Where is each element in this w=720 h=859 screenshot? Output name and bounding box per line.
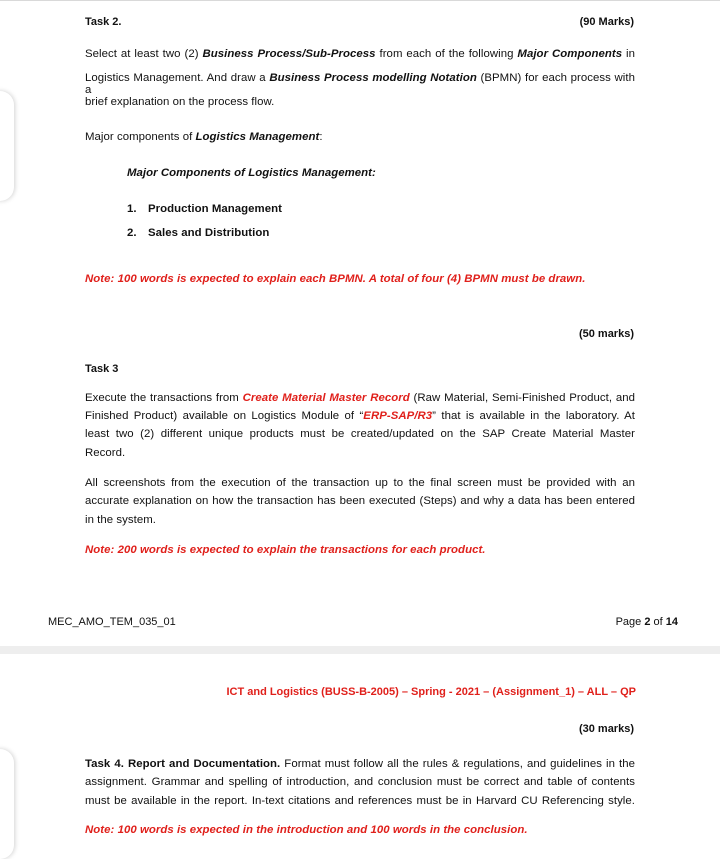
viewer-edge-tab [0, 91, 14, 201]
task2-note: Note: 100 words is expected to explain each BPMN. A total of four (4) BPMN must be drawn. [85, 273, 586, 285]
task4-line-2: assignment. Grammar and spelling of introduction, and conclusion must be correct and table of contents [85, 776, 635, 788]
list-number: 2. [127, 227, 137, 239]
major-components-intro: Major components of Logistics Management: [85, 131, 323, 143]
task2-line-3: brief explanation on the process flow. [85, 96, 275, 108]
task2-marks-50: (50 marks) [578, 328, 634, 340]
task4-line-3: must be available in the report. In-text citations and references must be in Harvard CU Referencing style. [85, 795, 635, 807]
task3-note: Note: 200 words is expected to explain the transactions for each product. [85, 544, 486, 556]
list-text: Production Management [148, 203, 282, 215]
task3-p2-line-3: in the system. [85, 514, 156, 526]
task3-heading: Task 3 [85, 363, 119, 375]
document-page-3 [0, 654, 720, 852]
task3-p1-line-4: Record. [85, 447, 126, 459]
task3-p2-line-1: All screenshots from the execution of the transaction up to the final screen must be provided with an [85, 477, 635, 489]
task2-line-1: Select at least two (2) Business Process/Sub-Process from each of the following Major Components in [85, 48, 635, 60]
page-separator [0, 646, 720, 654]
major-components-heading: Major Components of Logistics Management: [127, 167, 376, 179]
footer-page-number: Page 2 of 14 [615, 616, 678, 628]
task2-heading: Task 2. [85, 16, 122, 28]
task4-marks: (30 marks) [578, 723, 634, 735]
task4-note: Note: 100 words is expected in the introduction and 100 words in the conclusion. [85, 824, 528, 836]
viewer-edge-tab [0, 749, 14, 859]
task4-line-1: Task 4. Report and Documentation. Format must follow all the rules & regulations, and guidelines in the [85, 758, 635, 770]
list-item [127, 203, 282, 215]
task3-p2-line-2: accurate explanation on how the transaction has been executed (Steps) and why a data has been entered [85, 495, 635, 507]
task3-p1-line-2: Finished Product) available on Logistics Module of “ERP-SAP/R3” that is available in the laboratory. At [85, 410, 635, 422]
list-item [127, 227, 270, 239]
task3-p1-line-1: Execute the transactions from Create Material Master Record (Raw Material, Semi-Finished Product, and [85, 392, 635, 404]
task3-p1-line-3: least two (2) different unique products must be created/updated on the SAP Create Material Master [85, 428, 635, 440]
list-number: 1. [127, 203, 137, 215]
footer-template-code: MEC_AMO_TEM_035_01 [48, 616, 176, 628]
page-header: ICT and Logistics (BUSS-B-2005) – Spring - 2021 – (Assignment_1) – ALL – QP [226, 686, 636, 698]
list-text: Sales and Distribution [148, 227, 270, 239]
task2-marks: (90 Marks) [579, 16, 634, 28]
task2-line-2: Logistics Management. And draw a Business Process modelling Notation (BPMN) for each process with a [85, 72, 635, 96]
